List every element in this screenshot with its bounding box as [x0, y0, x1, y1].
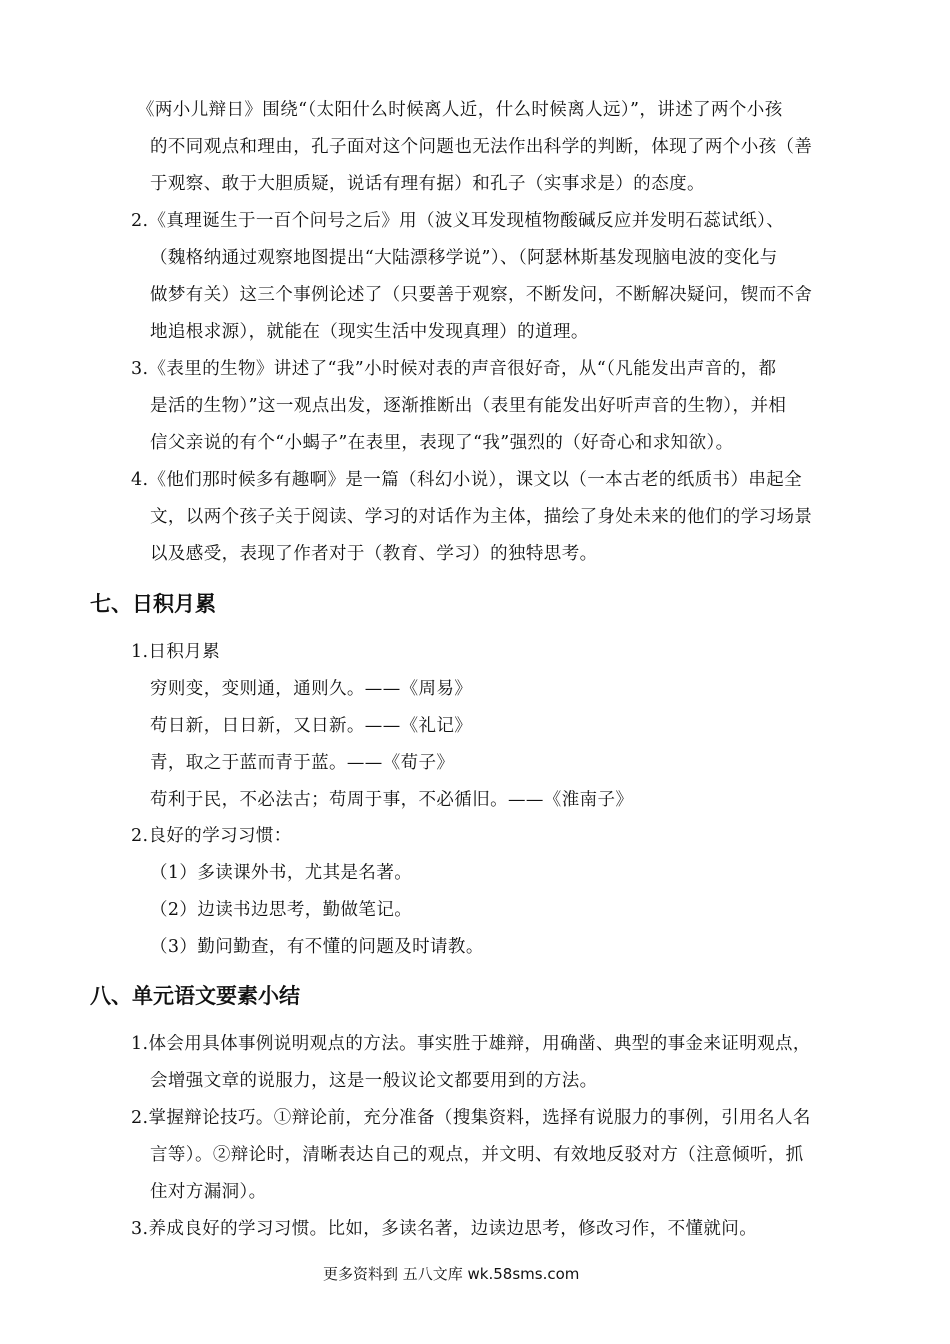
paragraph-line: 言等）。②辩论时，清晰表达自己的观点，并文明、有效地反驳对方（注意倾听，抓	[150, 1145, 804, 1165]
paragraph-line: 3.《表里的生物》讲述了“我”小时候对表的声音很好奇，从“（凡能发出声音的，都	[131, 359, 777, 379]
paragraph-line: 的不同观点和理由，孔子面对这个问题也无法作出科学的判断，体现了两个小孩（善	[150, 137, 813, 157]
paragraph-line: 地追根求源），就能在（现实生活中发现真理）的道理。	[150, 322, 589, 342]
paragraph-line: 会增强文章的说服力，这是一般议论文都要用到的方法。	[150, 1071, 598, 1091]
paragraph-line: 1.体会用具体事例说明观点的方法。事实胜于雄辩，用确凿、典型的事金来证明观点，	[131, 1034, 811, 1054]
quote-line: 青，取之于蓝而青于蓝。——《荀子》	[150, 753, 455, 773]
habit-item: （1）多读课外书，尤其是名著。	[150, 863, 413, 883]
paragraph-line: 是活的生物）”这一观点出发，逐渐推断出（表里有能发出好听声音的生物），并相	[150, 396, 787, 416]
section-heading: 七、日积月累	[90, 592, 216, 616]
quote-line: 苟日新，日日新，又日新。——《礼记》	[150, 716, 473, 736]
quote-line: 苟利于民，不必法古；苟周于事，不必循旧。——《淮南子》	[150, 790, 634, 810]
footer-link[interactable]: 更多资料到 五八文库 wk.58sms.com	[323, 1265, 580, 1283]
paragraph-line: 文，以两个孩子关于阅读、学习的对话作为主体，描绘了身处未来的他们的学习场景	[150, 507, 813, 527]
paragraph-line: 住对方漏洞）。	[150, 1182, 267, 1202]
paragraph-line: 4.《他们那时候多有趣啊》是一篇（科幻小说），课文以（一本古老的纸质书）串起全	[131, 470, 803, 490]
paragraph-line: 信父亲说的有个“小蝎子”在表里，表现了“我”强烈的（好奇心和求知欲）。	[150, 433, 734, 453]
paragraph-line: 做梦有关）这三个事例论述了（只要善于观察，不断发问，不断解决疑问，锲而不舍	[150, 285, 813, 305]
section-heading: 八、单元语文要素小结	[90, 984, 300, 1008]
paragraph-line: 以及感受，表现了作者对于（教育、学习）的独特思考。	[150, 544, 598, 564]
paragraph-line: 2.《真理诞生于一百个问号之后》用（波义耳发现植物酸碱反应并发明石蕊试纸）、	[131, 211, 785, 231]
paragraph-line: 《两小儿辩日》围绕“（太阳什么时候离人近，什么时候离人远）”，讲述了两个小孩	[137, 100, 783, 120]
habit-item: （3）勤问勤查，有不懂的问题及时请教。	[150, 937, 484, 957]
paragraph-line: 于观察、敢于大胆质疑，说话有理有据）和孔子（实事求是）的态度。	[150, 174, 705, 194]
paragraph-line: 2.掌握辩论技巧。①辩论前，充分准备（搜集资料，选择有说服力的事例，引用名人名	[131, 1108, 811, 1128]
paragraph-line: （魏格纳通过观察地图提出“大陆漂移学说”）、（阿瑟林斯基发现脑电波的变化与	[150, 248, 778, 268]
subsection-title: 2.良好的学习习惯：	[131, 826, 292, 846]
quote-line: 穷则变，变则通，通则久。——《周易》	[150, 679, 473, 699]
habit-item: （2）边读书边思考，勤做笔记。	[150, 900, 413, 920]
paragraph-line: 3.养成良好的学习习惯。比如，多读名著，边读边思考，修改习作，不懂就问。	[131, 1219, 758, 1239]
subsection-title: 1.日积月累	[131, 642, 221, 662]
